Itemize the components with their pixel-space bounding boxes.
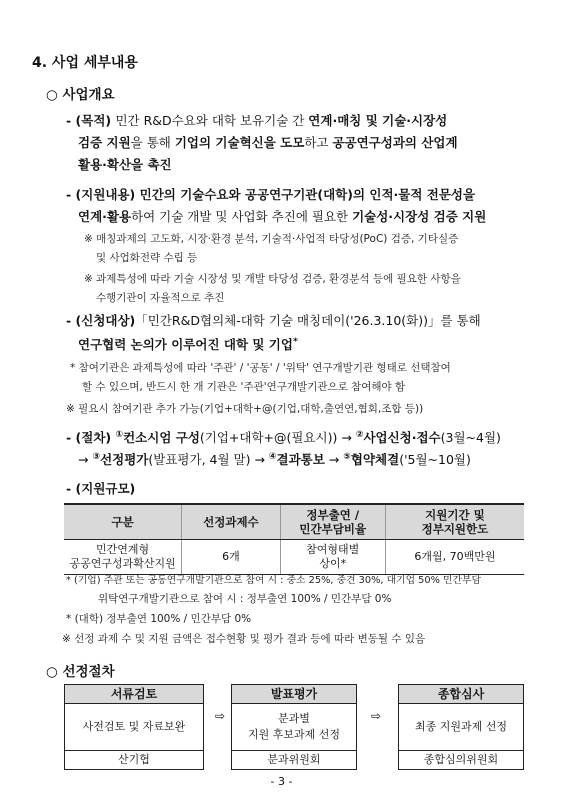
table-header-cell: 정부출연 / 민간부담비율: [280, 504, 385, 540]
arrow-right-icon: ⇨: [215, 709, 226, 723]
step-body: 분과별 지원 후보과제 선정: [232, 704, 356, 751]
step-document-review: [64, 684, 204, 770]
support-note-1-line-1: ※ 매칭과제의 고도화, 시장·환경 분석, 기술적·사업적 타당성(PoC) 검증, 기타실증: [84, 233, 459, 245]
table-header-row: [64, 504, 524, 540]
procedure-line-2: → ③선정평가(발표평가, 4월 말) → ④결과통보 → ⑤협약체결('5월~10월): [78, 452, 471, 468]
apply-note-2: ※ 필요시 참여기관 추가 가능(기업+대학+@(기업,대학,출연연,협회,조합 등)): [66, 403, 424, 415]
apply-line-1: - (신청대상)「민간R&D협의체-대학 기술 매칭데이('26.3.10(화))」를 통해: [66, 313, 481, 328]
purpose-line-2: 검증 지원을 통해 기업의 기술혁신을 도모하고 공공연구성과의 산업계: [78, 135, 458, 150]
step-owner: 산기협: [118, 753, 150, 766]
step-title: 서류검토: [65, 685, 203, 704]
step-owner: 분과위원회: [267, 753, 321, 766]
table-header-cell: 지원기간 및 정부지원한도: [385, 504, 524, 540]
table-cell: 6개월, 70백만원: [385, 540, 524, 575]
apply-note-1-line-1: * 참여기관은 과제특성에 따라 '주관' / '공동' / '위탁' 연구개발기관 형태로 선택참여: [70, 362, 451, 374]
table-header-cell: 구분: [64, 504, 182, 540]
step-body: 사전검토 및 자료보완: [65, 704, 203, 751]
scale-note-3: ※ 선정 과제 수 및 지원 금액은 접수현황 및 평가 결과 등에 따라 변동될 수 있음: [62, 633, 426, 645]
support-scale-table: [64, 503, 524, 575]
table-cell: 민간연계형 공공연구성과확산지원: [64, 540, 182, 575]
step-body: 최종 지원과제 선정: [399, 704, 523, 751]
step-owner: 종합심의위원회: [423, 753, 499, 766]
step-title: 발표평가: [232, 685, 356, 704]
support-line-1: - (지원내용) 민간의 기술수요와 공공연구기관(대학)의 인적·물적 전문성을: [66, 187, 476, 202]
page-number: - 3 -: [270, 775, 293, 788]
table-row: [64, 540, 524, 575]
scale-note-1-line-2: 위탁연구개발기관으로 참여 시 : 정부출연 100% / 민간부담 0%: [98, 593, 392, 605]
support-note-2-line-2: 수행기관이 자율적으로 추진: [96, 292, 225, 304]
step-presentation-eval: [231, 684, 357, 770]
support-note-1-line-2: 및 사업화전략 수립 등: [96, 252, 198, 264]
procedure-line-1: - (절차) ①컨소시엄 구성(기업+대학+@(필요시)) → ②사업신청·접수(3월~4월): [66, 430, 501, 446]
scale-note-2: * (대학) 정부출연 100% / 민간부담 0%: [66, 613, 252, 625]
support-note-2-line-1: ※ 과제특성에 따라 기술 시장성 및 개발 타당성 검증, 환경분석 등에 필요한 사항을: [84, 273, 461, 285]
support-line-2: 연계·활용하여 기술 개발 및 사업화 추진에 필요한 기술성·시장성 검증 지원: [78, 209, 487, 224]
selection-heading: ○ 선정절차: [46, 664, 115, 680]
table-header-cell: 선정과제수: [182, 504, 280, 540]
scale-note-1-line-1: * (기업) 주관 또는 공동연구개발기관으로 참여 시 : 중소 25%, 중견 30%, 대기업 50% 민간부담: [66, 575, 481, 586]
step-final-review: [398, 684, 524, 770]
table-cell: 참여형태별 상이*: [280, 540, 385, 575]
apply-line-2: 연구협력 논의가 이루어진 대학 및 기업*: [78, 337, 298, 353]
table-cell: 6개: [182, 540, 280, 575]
overview-heading: ○ 사업개요: [46, 87, 115, 103]
section-title: 4. 사업 세부내용: [32, 55, 138, 71]
step-title: 종합심사: [399, 685, 523, 704]
purpose-line-3: 활용·확산을 촉진: [78, 157, 172, 172]
apply-note-1-line-2: 할 수 있으며, 반드시 한 개 기관은 '주관'연구개발기관으로 참여해야 함: [82, 381, 406, 393]
scale-heading: - (지원규모): [66, 481, 136, 496]
purpose-line-1: - (목적) 민간 R&D수요와 대학 보유기술 간 연계·매칭 및 기술·시장성: [66, 113, 448, 128]
arrow-right-icon: ⇨: [371, 709, 382, 723]
